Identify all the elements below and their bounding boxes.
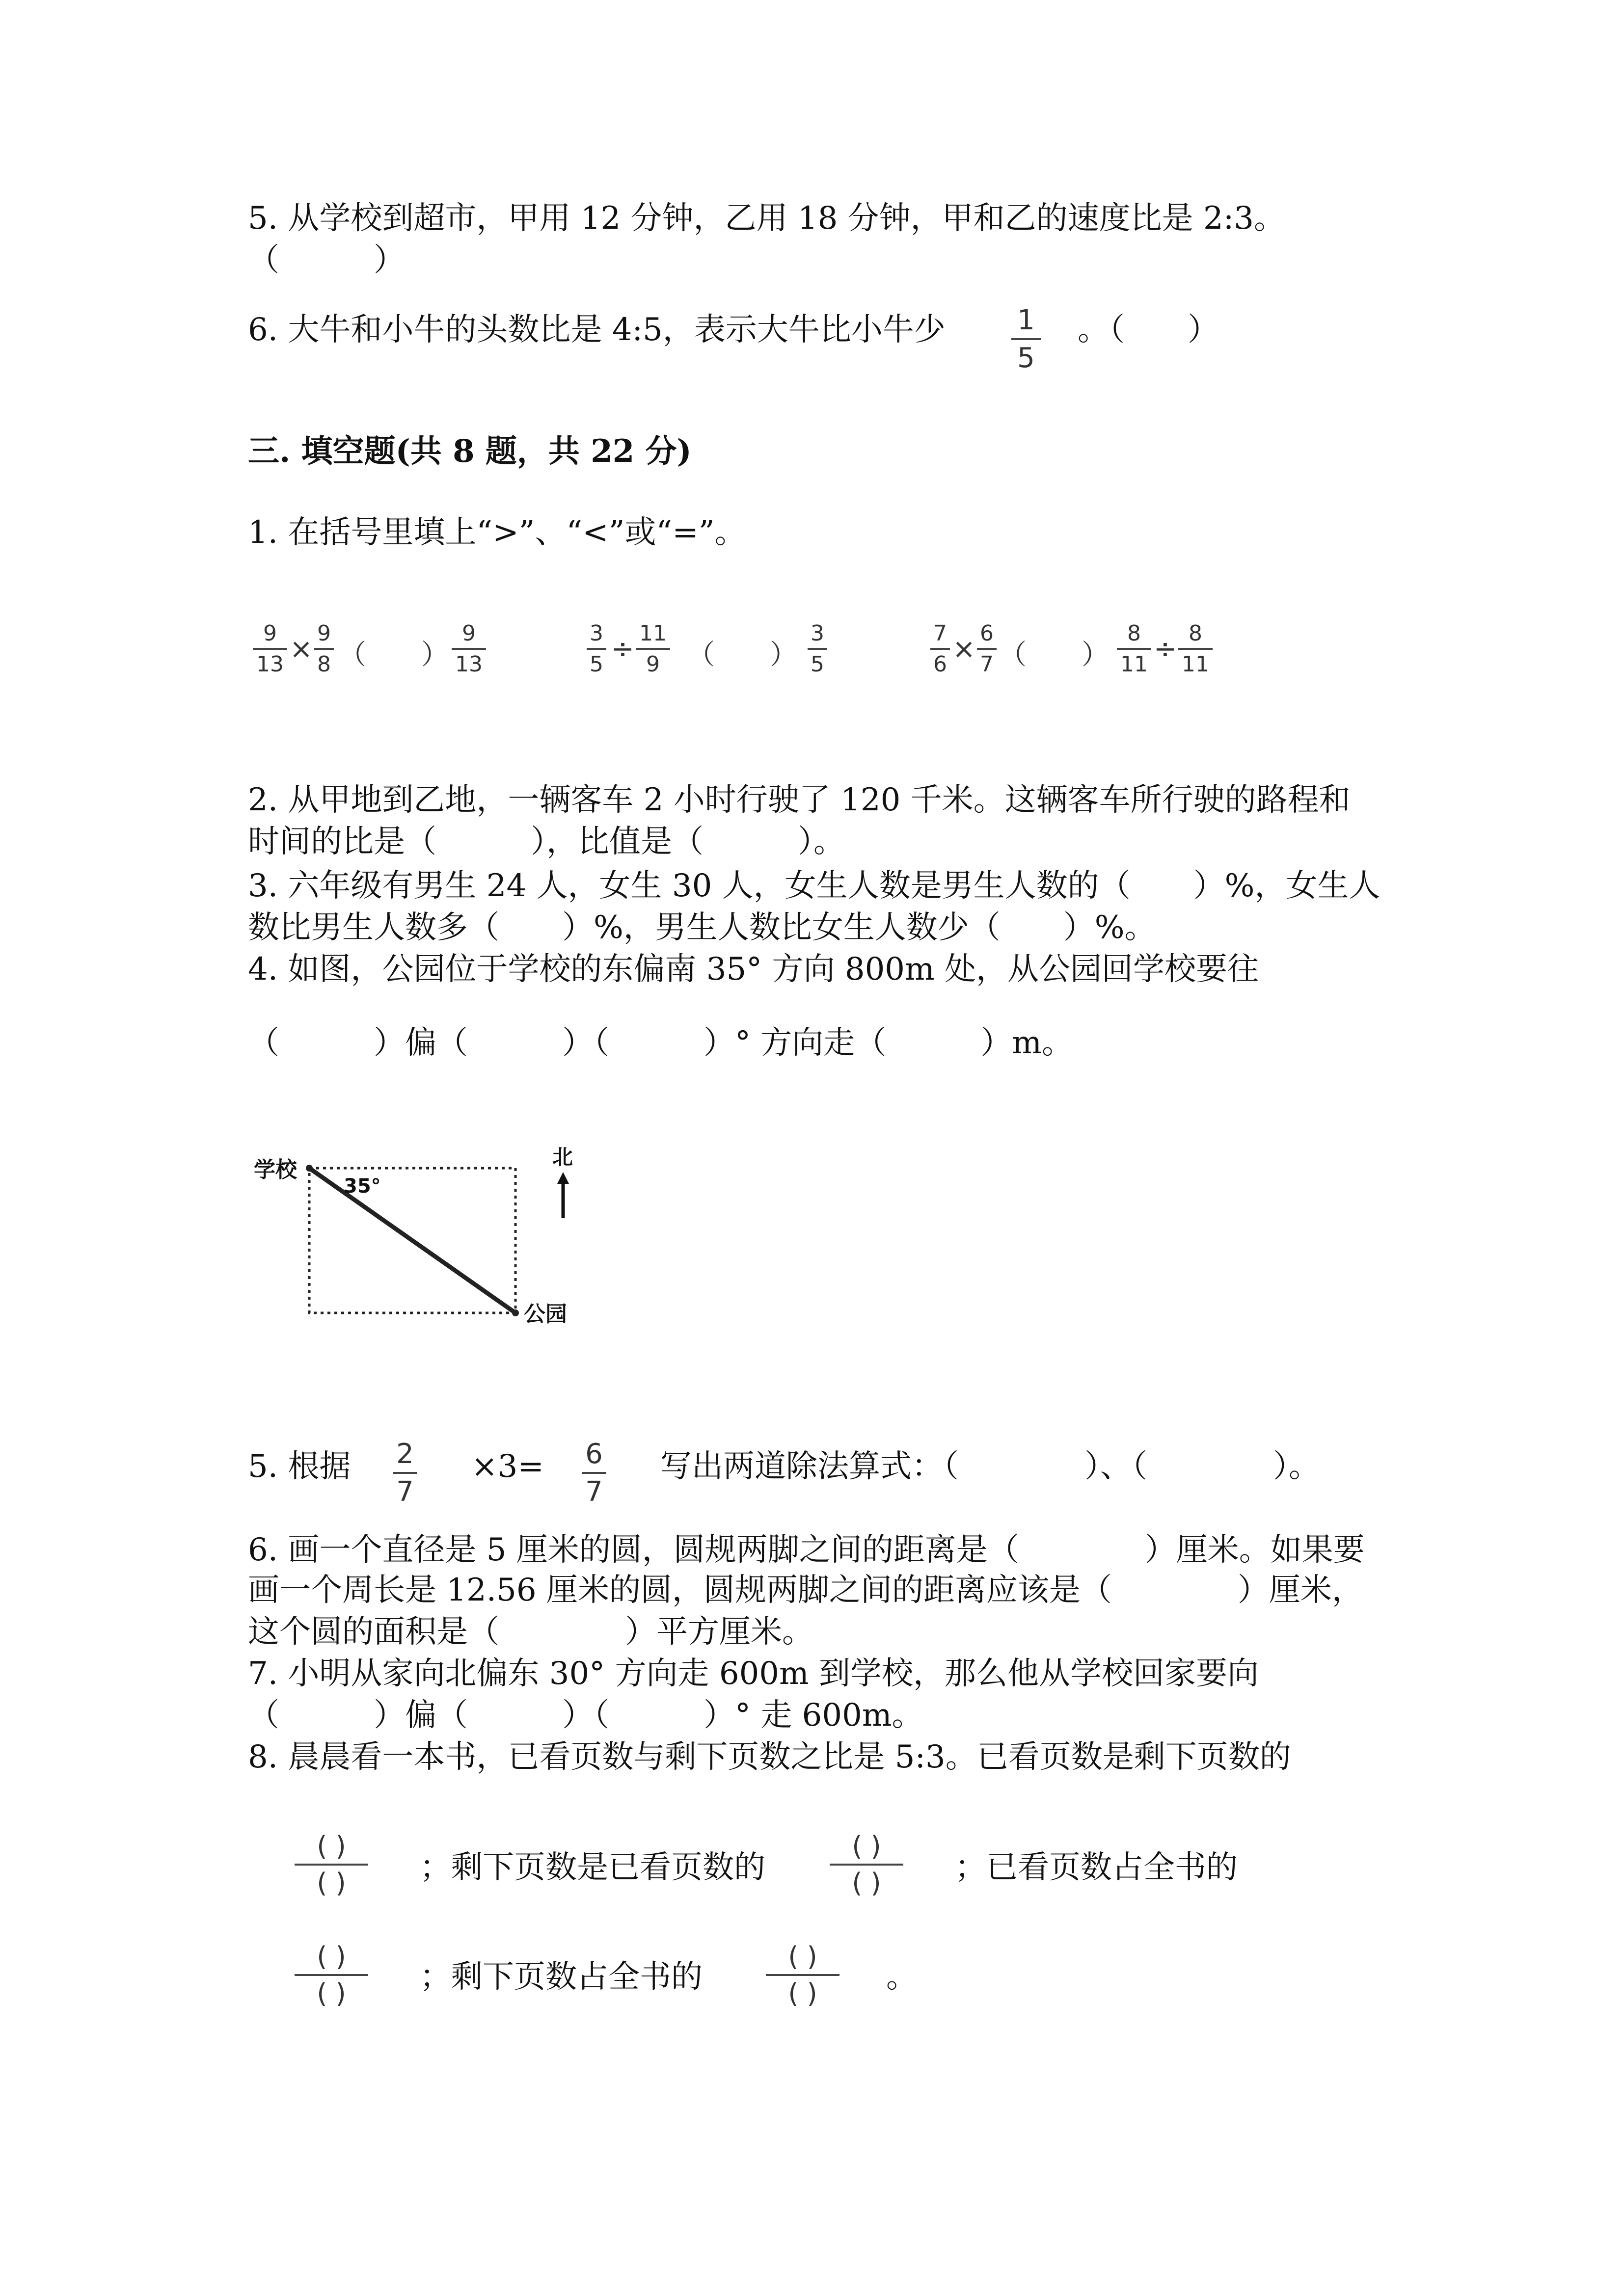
expr2-fraction-b bbox=[636, 621, 670, 677]
fraction-bar bbox=[295, 1864, 368, 1866]
fill-q7-line-1: 7. 小明从家向北偏东 30° 方向走 600m 到学校，那么他从学校回家要向 bbox=[248, 1655, 1259, 1692]
fill-q6-line-1: 6. 画一个直径是 5 厘米的圆，圆规两脚之间的距离是（ ）厘米。如果要 bbox=[248, 1532, 1365, 1568]
denominator: 5 bbox=[590, 652, 603, 677]
q8-blank-fraction-3 bbox=[295, 1941, 368, 2009]
question-6-text: 6. 大牛和小牛的头数比是 4:5，表示大牛比小牛少 bbox=[248, 312, 946, 348]
fill-q4-line-2: （ ）偏（ ）（ ）° 方向走（ ）m。 bbox=[248, 1025, 1074, 1061]
fraction-one-fifth bbox=[1011, 304, 1041, 374]
expr1-fraction-a bbox=[253, 621, 287, 677]
denominator: ( ) bbox=[852, 1868, 881, 1898]
fraction-bar bbox=[930, 648, 950, 650]
fraction-six-sevenths bbox=[582, 1438, 606, 1508]
q8-text-4: 。 bbox=[886, 1959, 918, 1995]
denominator: 8 bbox=[317, 652, 331, 677]
expr1-answer-blank: （ ） bbox=[339, 639, 449, 671]
north-arrow-icon bbox=[557, 1172, 569, 1184]
expr2-fraction-a bbox=[587, 621, 606, 677]
fraction-bar bbox=[830, 1864, 903, 1866]
q8-text-1: ；剩下页数是已看页数的 bbox=[420, 1849, 765, 1886]
section-3-heading: 三. 填空题(共 8 题，共 22 分) bbox=[248, 433, 692, 470]
q8-blank-fraction-1 bbox=[295, 1831, 368, 1898]
fill-q8-line-1: 8. 晨晨看一本书，已看页数与剩下页数之比是 5:3。已看页数是剩下页数的 bbox=[248, 1739, 1291, 1775]
expr3-operator: × bbox=[952, 633, 975, 665]
fraction-bar bbox=[582, 1472, 606, 1474]
angle-label: 35° bbox=[344, 1175, 381, 1198]
fraction-bar bbox=[314, 648, 334, 650]
numerator: ( ) bbox=[317, 1941, 346, 1972]
denominator: 11 bbox=[1120, 652, 1148, 677]
numerator: 9 bbox=[462, 621, 476, 646]
expr2-answer-blank: （ ） bbox=[687, 639, 797, 671]
fill-q5-answer-blanks: 写出两道除法算式：（ ）、（ ）。 bbox=[660, 1448, 1320, 1485]
expr1-fraction-b bbox=[314, 621, 334, 677]
numerator: 8 bbox=[1127, 621, 1141, 646]
north-label: 北 bbox=[552, 1145, 573, 1169]
expr3-fraction-c bbox=[1117, 621, 1151, 677]
expr2-operator: ÷ bbox=[611, 633, 634, 665]
denominator: 7 bbox=[396, 1476, 414, 1508]
fraction-bar bbox=[1178, 648, 1213, 650]
numerator: 11 bbox=[639, 621, 667, 646]
numerator: 3 bbox=[590, 621, 603, 646]
expr3-fraction-b bbox=[977, 621, 997, 677]
expr1-operator: × bbox=[290, 633, 313, 665]
denominator: 7 bbox=[980, 652, 994, 677]
fill-q4-line-1: 4. 如图，公园位于学校的东偏南 35° 方向 800m 处，从公园回学校要往 bbox=[248, 951, 1259, 988]
fraction-bar bbox=[636, 648, 670, 650]
fraction-numerator: 1 bbox=[1017, 304, 1035, 336]
denominator: 13 bbox=[256, 652, 284, 677]
fraction-bar bbox=[808, 648, 827, 650]
fraction-bar bbox=[1011, 338, 1041, 340]
numerator: 6 bbox=[585, 1438, 603, 1470]
denominator: ( ) bbox=[317, 1978, 346, 2009]
denominator: 7 bbox=[585, 1476, 603, 1508]
denominator: ( ) bbox=[788, 1978, 817, 2009]
fill-q2-line-1: 2. 从甲地到乙地，一辆客车 2 小时行驶了 120 千米。这辆客车所行驶的路程和 bbox=[248, 782, 1351, 818]
expr1-fraction-c bbox=[452, 621, 486, 677]
numerator: 3 bbox=[811, 621, 824, 646]
fill-q6-line-3: 这个圆的面积是（ ）平方厘米。 bbox=[248, 1614, 813, 1650]
denominator: 9 bbox=[646, 652, 660, 677]
fill-q5-text: 5. 根据 bbox=[248, 1448, 351, 1485]
numerator: ( ) bbox=[852, 1831, 881, 1862]
fill-q6-line-2: 画一个周长是 12.56 厘米的圆，圆规两脚之间的距离应该是（ ）厘米， bbox=[248, 1572, 1363, 1608]
numerator: 6 bbox=[980, 621, 994, 646]
school-point bbox=[306, 1165, 313, 1172]
fraction-bar bbox=[1117, 648, 1151, 650]
q8-blank-fraction-4 bbox=[766, 1941, 839, 2009]
expr2-fraction-c bbox=[808, 621, 827, 677]
school-to-park-line bbox=[309, 1168, 515, 1313]
expr3-operator-2: ÷ bbox=[1154, 633, 1177, 665]
question-5-line-1: 5. 从学校到超市，甲用 12 分钟，乙用 18 分钟，甲和乙的速度比是 2:3。 bbox=[248, 200, 1285, 237]
numerator: 9 bbox=[317, 621, 331, 646]
numerator: 9 bbox=[263, 621, 277, 646]
q8-text-3: ；剩下页数占全书的 bbox=[420, 1959, 703, 1995]
question-6-answer-blank: 。（ ） bbox=[1078, 312, 1219, 348]
fraction-bar bbox=[295, 1974, 368, 1976]
numerator: 8 bbox=[1189, 621, 1202, 646]
expr3-fraction-a bbox=[930, 621, 950, 677]
denominator: 11 bbox=[1182, 652, 1209, 677]
fill-q5-multiply: ×3= bbox=[471, 1448, 544, 1485]
school-park-diagram bbox=[248, 1144, 601, 1340]
park-point bbox=[512, 1309, 519, 1316]
fill-q3-line-1: 3. 六年级有男生 24 人，女生 30 人，女生人数是男生人数的（ ）%，女生人 bbox=[248, 868, 1380, 904]
fill-q3-line-2: 数比男生人数多（ ）%，男生人数比女生人数少（ ）%。 bbox=[248, 909, 1156, 946]
numerator: ( ) bbox=[788, 1941, 817, 1972]
fraction-bar bbox=[253, 648, 287, 650]
q8-blank-fraction-2 bbox=[830, 1831, 903, 1898]
denominator: ( ) bbox=[317, 1868, 346, 1898]
school-label: 学校 bbox=[254, 1157, 297, 1182]
numerator: 7 bbox=[933, 621, 947, 646]
fraction-bar bbox=[766, 1974, 839, 1976]
fraction-two-sevenths bbox=[393, 1438, 417, 1508]
fraction-bar bbox=[977, 648, 997, 650]
denominator: 6 bbox=[933, 652, 947, 677]
fill-q7-line-2: （ ）偏（ ）（ ）° 走 600m。 bbox=[248, 1697, 923, 1734]
fraction-bar bbox=[393, 1472, 417, 1474]
fraction-denominator: 5 bbox=[1017, 342, 1035, 374]
denominator: 13 bbox=[455, 652, 483, 677]
fraction-bar bbox=[587, 648, 606, 650]
park-label: 公园 bbox=[524, 1302, 567, 1327]
question-5-answer-blank: （ ） bbox=[248, 242, 405, 278]
expr3-answer-blank: （ ） bbox=[999, 639, 1109, 671]
expr3-fraction-d bbox=[1178, 621, 1213, 677]
fill-q1-text: 1. 在括号里填上“>”、“<”或“=”。 bbox=[248, 514, 746, 551]
denominator: 5 bbox=[811, 652, 824, 677]
fill-q2-line-2: 时间的比是（ ），比值是（ ）。 bbox=[248, 824, 845, 860]
q8-text-2: ；已看页数占全书的 bbox=[955, 1849, 1238, 1886]
fraction-bar bbox=[452, 648, 486, 650]
numerator: ( ) bbox=[317, 1831, 346, 1862]
numerator: 2 bbox=[396, 1438, 414, 1470]
